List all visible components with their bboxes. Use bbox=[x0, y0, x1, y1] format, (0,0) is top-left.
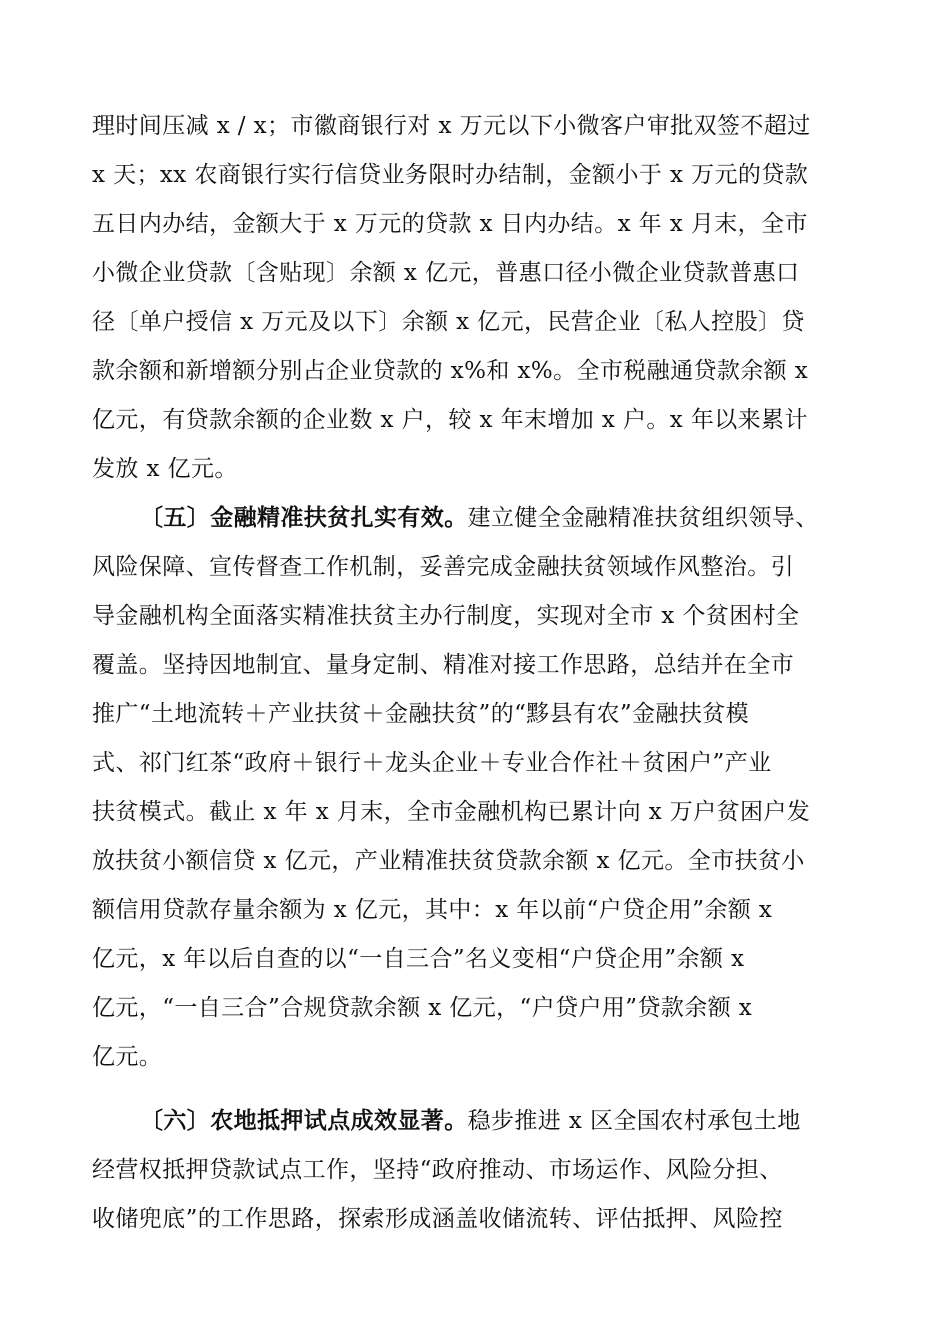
section-six-first-line bbox=[140, 1101, 872, 1141]
text-line: 导金融机构全面落实精准扶贫主办行制度，实现对全市 x 个贫困村全 bbox=[92, 603, 800, 629]
text-line: 覆盖。坚持因地制宜、量身定制、精准对接工作思路，总结并在全市 bbox=[92, 652, 794, 678]
text-line: 经营权抵押贷款试点工作，坚持“政府推动、市场运作、风险分担、 bbox=[92, 1157, 783, 1183]
text-line: 扶贫模式。截止 x 年 x 月末，全市金融机构已累计向 x 万户贫困户发 bbox=[92, 799, 811, 825]
section-six-heading: 〔六〕农地抵押试点成效显著。 bbox=[140, 1107, 468, 1134]
text-line: 亿元，“一自三合”合规贷款余额 x 亿元，“户贷户用”贷款余额 x bbox=[92, 995, 753, 1021]
text-line: 径〔单户授信 x 万元及以下〕余额 x 亿元，民营企业〔私人控股〕贷 bbox=[92, 309, 805, 335]
text-line: 亿元，x 年以后自查的以“一自三合”名义变相“户贷企用”余额 x bbox=[92, 946, 745, 972]
section-five-heading: 〔五〕金融精准扶贫扎实有效。 bbox=[140, 504, 468, 531]
text-line: 亿元，有贷款余额的企业数 x 户，较 x 年末增加 x 户。x 年以来累计 bbox=[92, 407, 808, 433]
text-line: 风险保障、宣传督查工作机制，妥善完成金融扶贫领域作风整治。引 bbox=[92, 554, 794, 580]
text-line: 发放 x 亿元。 bbox=[92, 456, 238, 482]
section-six-first-line-text: 稳步推进 x 区全国农村承包土地 bbox=[467, 1108, 801, 1134]
text-line: 亿元。 bbox=[92, 1044, 163, 1070]
text-line: 式、祁门红茶“政府＋银行＋龙头企业＋专业合作社＋贫困户”产业 bbox=[92, 750, 772, 776]
text-line: 五日内办结，金额大于 x 万元的贷款 x 日内办结。x 年 x 月末，全市 bbox=[92, 211, 808, 237]
text-line: 收储兜底”的工作思路，探索形成涵盖收储流转、评估抵押、风险控 bbox=[92, 1206, 783, 1232]
section-five-first-line bbox=[140, 498, 872, 538]
section-five-first-line-text: 建立健全金融精准扶贫组织领导、 bbox=[467, 505, 819, 531]
text-line: 小微企业贷款〔含贴现〕余额 x 亿元，普惠口径小微企业贷款普惠口 bbox=[92, 260, 800, 286]
text-line: 款余额和新增额分别占企业贷款的 x%和 x%。全市税融通贷款余额 x bbox=[92, 358, 809, 384]
text-line: 理时间压减 x / x；市徽商银行对 x 万元以下小微客户审批双签不超过 bbox=[92, 113, 811, 139]
text-line: 推广“土地流转＋产业扶贫＋金融扶贫”的“黟县有农”金融扶贫模 bbox=[92, 701, 750, 727]
text-line: x 天；xx 农商银行实行信贷业务限时办结制，金额小于 x 万元的贷款 bbox=[92, 162, 809, 188]
text-line: 放扶贫小额信贷 x 亿元，产业精准扶贫贷款余额 x 亿元。全市扶贫小 bbox=[92, 848, 805, 874]
text-line: 额信用贷款存量余额为 x 亿元，其中：x 年以前“户贷企用”余额 x bbox=[92, 897, 773, 923]
